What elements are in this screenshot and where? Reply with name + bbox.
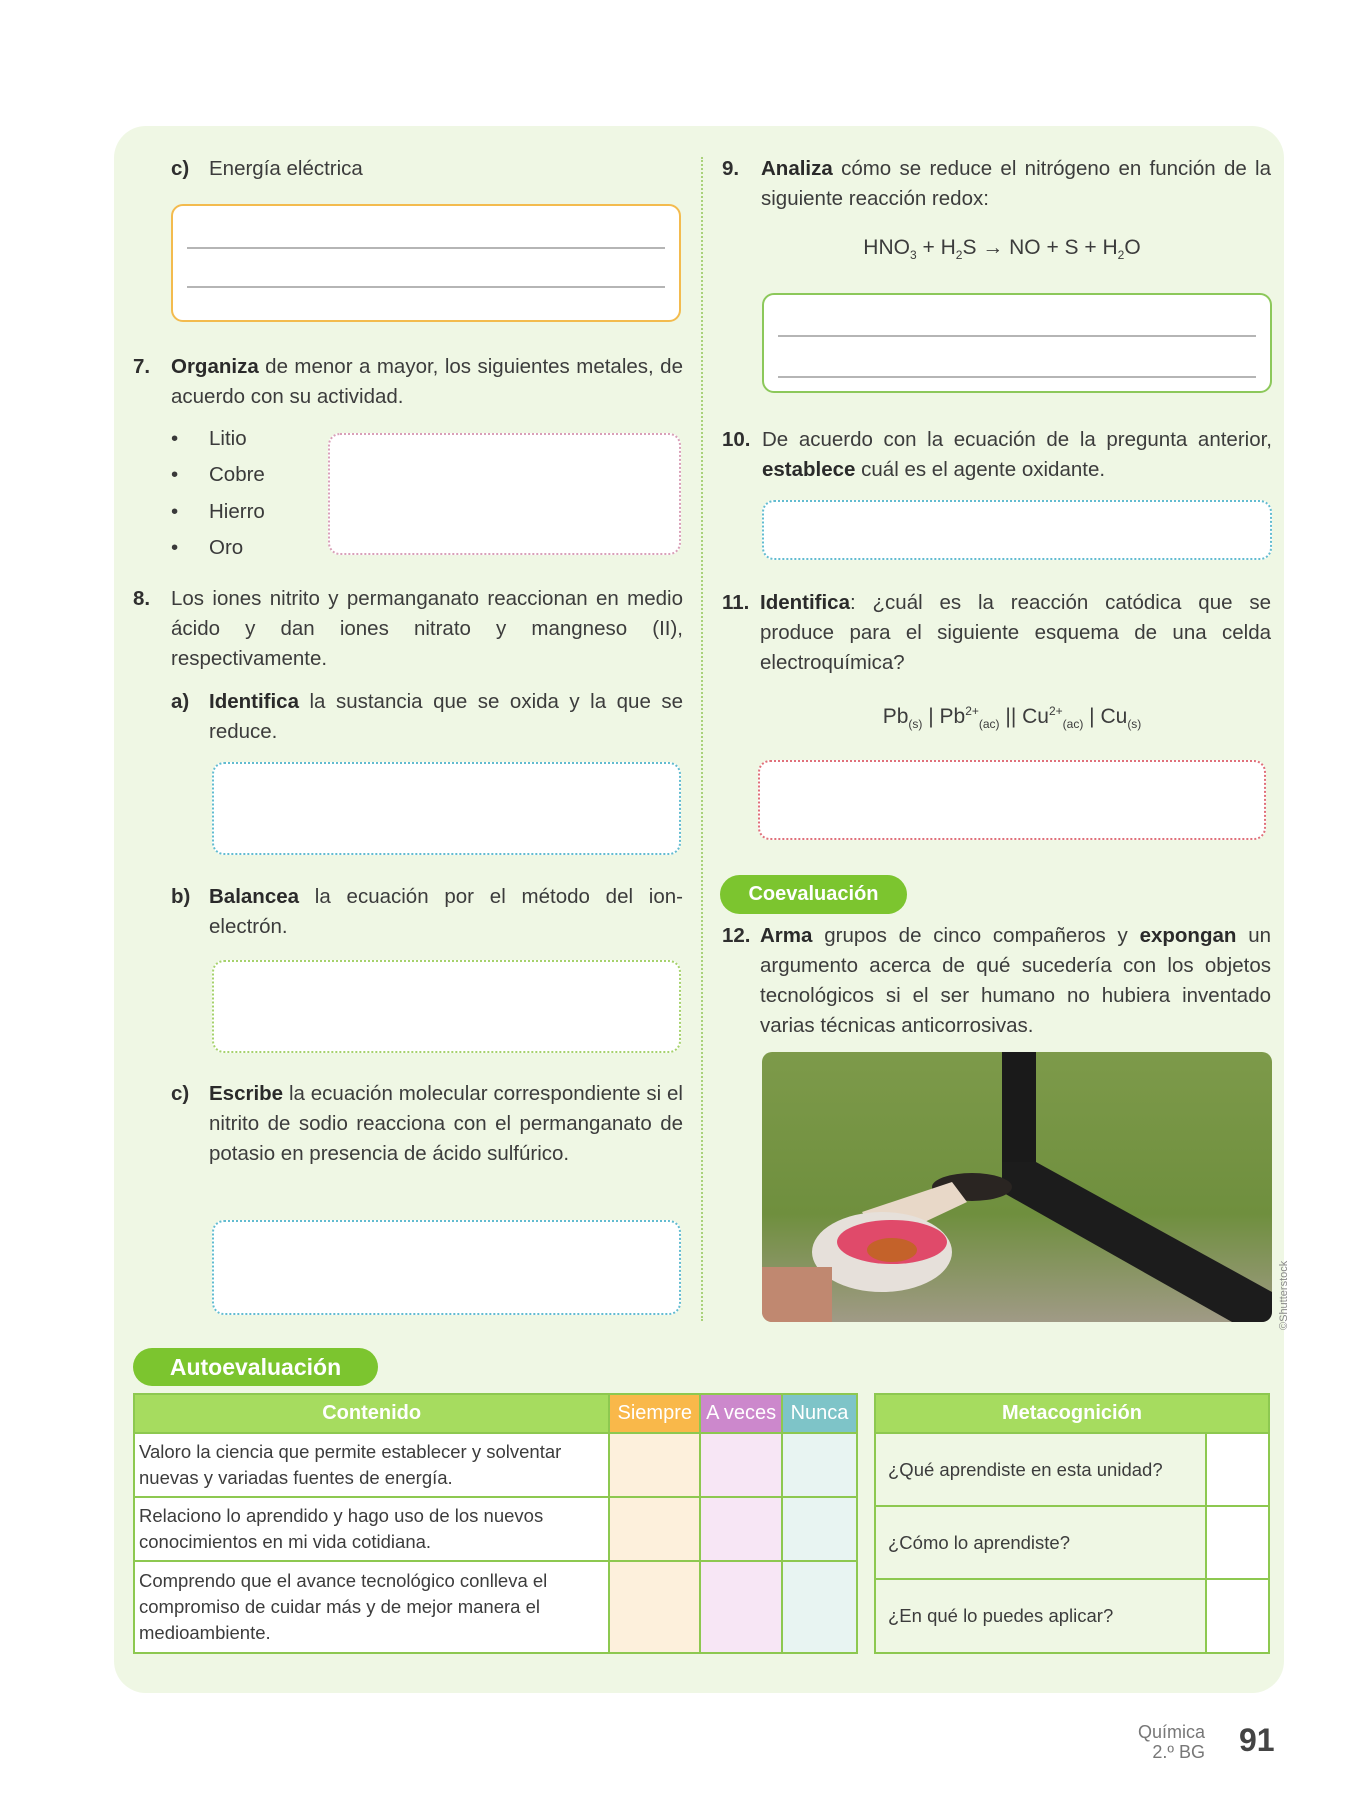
grade: 2.º BG: [1152, 1742, 1205, 1762]
table-row: [134, 1497, 857, 1561]
check-a-veces[interactable]: [700, 1497, 782, 1561]
answer-line: [187, 247, 665, 249]
redox-equation: $HNO_3 + H_2S$ → NO + $S + H_2O$: [863, 236, 1141, 263]
question-cell: ¿Qué aprendiste en esta unidad?: [875, 1433, 1206, 1506]
header-siempre: Siempre: [609, 1394, 700, 1433]
footer-subject: [1138, 1722, 1205, 1762]
answer-box-q9[interactable]: [762, 293, 1272, 393]
list-item: • Litio: [171, 427, 247, 450]
answer-cell[interactable]: [1206, 1579, 1269, 1653]
answer-box-q11[interactable]: [758, 760, 1266, 840]
item-label: b): [171, 885, 191, 908]
question-cell: ¿En qué lo puedes aplicar?: [875, 1579, 1206, 1653]
question-number: 12.: [722, 924, 751, 947]
answer-box-8a[interactable]: [212, 762, 681, 855]
header-nunca: Nunca: [782, 1394, 857, 1433]
autoevaluacion-badge: Autoevaluación: [133, 1348, 378, 1386]
question-number: 11.: [722, 591, 750, 614]
answer-line: [778, 335, 1256, 337]
question-9-text: Analiza cómo se reduce el nitrógeno en función de la siguiente reacción redox:: [761, 157, 1271, 210]
question-cell: ¿Cómo lo aprendiste?: [875, 1506, 1206, 1579]
question-number: 10.: [722, 428, 751, 451]
table-row: [875, 1579, 1269, 1653]
cell-notation: $Pb_{(s)}$ | $Pb^{2+}_{(ac)}$ || $Cu^{2+}_{(ac)}$ | $Cu_{(s)}$: [882, 704, 1142, 732]
coevaluacion-badge: Coevaluación: [720, 875, 907, 914]
check-siempre[interactable]: [609, 1497, 700, 1561]
list-item: • Cobre: [171, 463, 265, 486]
metacognicion-table: [874, 1393, 1270, 1654]
question-8a-text: Identifica la sustancia que se oxida y la que se reduce.: [209, 690, 683, 743]
header-contenido: Contenido: [134, 1394, 609, 1433]
answer-box-q7[interactable]: [328, 433, 681, 555]
check-nunca[interactable]: [782, 1561, 857, 1653]
question-number: 7.: [133, 355, 151, 378]
check-siempre[interactable]: [609, 1561, 700, 1653]
table-row: [134, 1561, 857, 1653]
question-8b-text: Balancea la ecuación por el método del ion-electrón.: [209, 885, 683, 938]
question-11-text: Identifica: ¿cuál es la reacción catódica que se produce para el siguiente esquema de una celda electroquímica?: [760, 591, 1271, 674]
row-statement: Comprendo que el avance tecnológico conlleva el compromiso de cuidar más y de mejor manera el medioambiente.: [134, 1561, 609, 1653]
check-siempre[interactable]: [609, 1433, 700, 1497]
question-7-text: [171, 352, 683, 412]
autoevaluacion-table: [133, 1393, 858, 1654]
answer-line: [187, 286, 665, 288]
subject: Química: [1137, 1722, 1205, 1742]
check-a-veces[interactable]: [700, 1433, 782, 1497]
list-item: • Oro: [171, 536, 244, 559]
answer-box-8b[interactable]: [212, 960, 681, 1053]
question-8c-text: Escribe la ecuación molecular correspondiente si el nitrito de sodio reacciona con el permanganato de potasio en presencia de ácido sulfúrico.: [209, 1082, 683, 1165]
header-a-veces: A veces: [700, 1394, 782, 1433]
anticorrosion-photo: [762, 1052, 1272, 1322]
header-metacognicion: Metacognición: [875, 1394, 1269, 1433]
item-label: c): [171, 1082, 190, 1105]
check-a-veces[interactable]: [700, 1561, 782, 1653]
answer-line: [778, 376, 1256, 378]
item-label: c): [171, 157, 190, 180]
page-number: 91: [1239, 1722, 1275, 1758]
question-text: de menor a mayor, los siguientes metales, de acuerdo con su actividad.: [171, 355, 683, 408]
column-divider: [701, 157, 703, 1321]
answer-cell[interactable]: [1206, 1506, 1269, 1579]
question-number: 9.: [722, 157, 740, 180]
table-row: [134, 1433, 857, 1497]
check-nunca[interactable]: [782, 1497, 857, 1561]
question-12-text: Arma grupos de cinco compañeros y expongan un argumento acerca de qué sucedería con los objetos tecnológicos si el ser humano no hubiera inventado varias técnicas anticorrosivas.: [760, 924, 1272, 1037]
answer-box-energy[interactable]: [171, 204, 681, 322]
row-statement: Relaciono lo aprendido y hago uso de los nuevos conocimientos en mi vida cotidiana.: [134, 1497, 609, 1561]
verb: Organiza: [171, 355, 259, 378]
answer-box-8c[interactable]: [212, 1220, 681, 1315]
answer-cell[interactable]: [1206, 1433, 1269, 1506]
question-10-text: De acuerdo con la ecuación de la pregunta anterior, establece cuál es el agente oxidante.: [762, 428, 1272, 481]
photo-credit: ©Shutterstock: [1278, 1260, 1290, 1330]
table-row: [875, 1506, 1269, 1579]
row-statement: Valoro la ciencia que permite establecer y solventar nuevas y variadas fuentes de energía.: [134, 1433, 609, 1497]
table-row: [875, 1433, 1269, 1506]
item-text: Energía eléctrica: [209, 157, 363, 180]
list-item: • Hierro: [171, 500, 265, 523]
question-number: 8.: [133, 587, 151, 610]
answer-box-q10[interactable]: [762, 500, 1272, 560]
question-8-text: Los iones nitrito y permanganato reaccionan en medio ácido y dan iones nitrato y mangneso (II), respectivamente.: [171, 587, 683, 670]
item-label: a): [171, 690, 190, 713]
check-nunca[interactable]: [782, 1433, 857, 1497]
